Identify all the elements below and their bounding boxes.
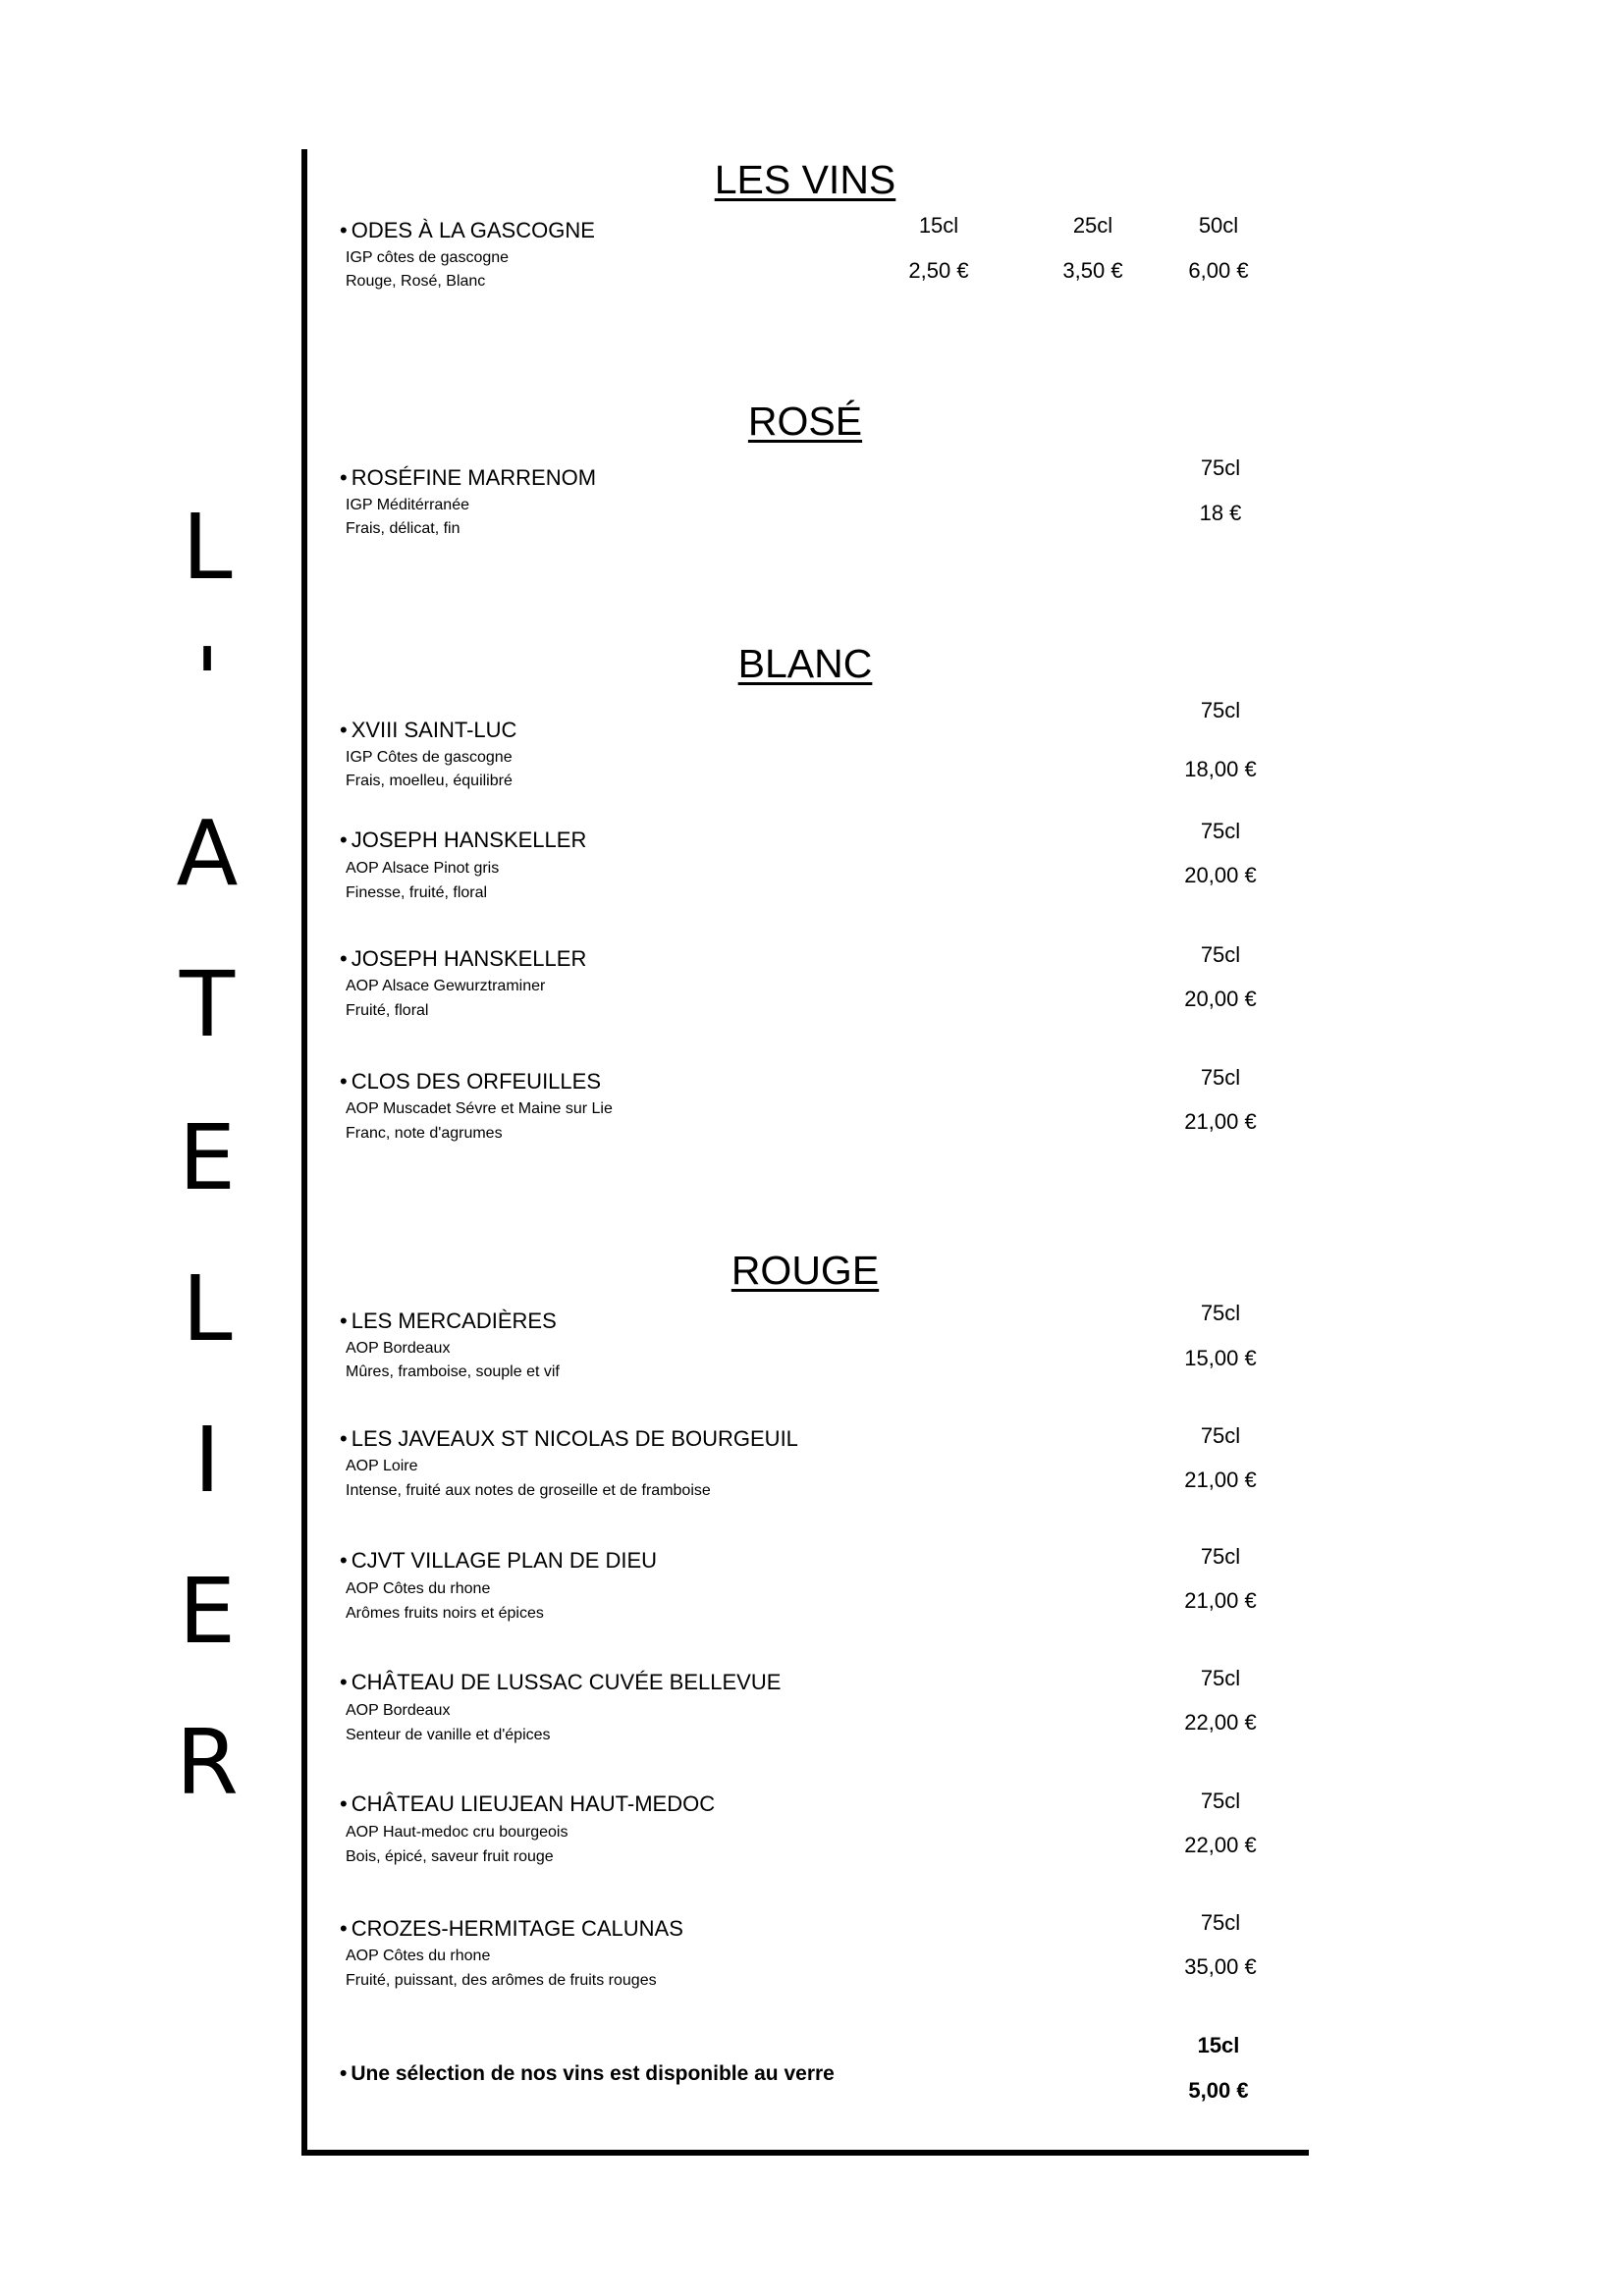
wine-description: Fruité, floral: [346, 1002, 429, 1019]
wine-description: Franc, note d'agrumes: [346, 1125, 503, 1142]
size-label: 75cl: [1200, 455, 1241, 480]
price: 22,00 €: [1184, 1833, 1257, 1857]
wine-name: [340, 1918, 683, 1940]
wine-appellation: AOP Côtes du rhone: [346, 1580, 491, 1597]
bullet-icon: •: [340, 718, 348, 742]
bullet-icon: •: [340, 1069, 348, 1094]
wine-appellation: AOP Alsace Pinot gris: [346, 860, 500, 877]
section-title-rose: ROSÉ: [747, 399, 863, 444]
wine-appellation: AOP Bordeaux: [346, 1340, 451, 1357]
brand-letter: L: [182, 495, 233, 600]
size-label: 75cl: [1200, 942, 1241, 967]
brand-letter: I: [193, 1408, 221, 1513]
bullet-icon: •: [340, 1791, 348, 1816]
wine-name-text: XVIII SAINT-LUC: [351, 718, 517, 742]
wine-name: [340, 1793, 715, 1815]
section-title-les-vins: LES VINS: [714, 157, 896, 202]
price: 20,00 €: [1184, 987, 1257, 1011]
price: 20,00 €: [1184, 863, 1257, 887]
frame-vertical-line: [301, 149, 307, 2156]
wine-description: Intense, fruité aux notes de groseille et de framboise: [346, 1482, 711, 1499]
brand-letter: ': [194, 628, 220, 733]
wine-description: Bois, épicé, saveur fruit rouge: [346, 1848, 554, 1865]
bullet-icon: •: [340, 1670, 348, 1694]
wine-name: [340, 1550, 657, 1572]
wine-name: [340, 1428, 798, 1450]
wine-name-text: CLOS DES ORFEUILLES: [351, 1069, 602, 1094]
wine-appellation: AOP Bordeaux: [346, 1702, 451, 1719]
size-label: 75cl: [1200, 1910, 1241, 1935]
price: 6,00 €: [1188, 258, 1249, 283]
bullet-icon: •: [340, 1548, 348, 1573]
price: 5,00 €: [1188, 2078, 1249, 2103]
price: 18,00 €: [1184, 757, 1257, 781]
size-label: 50cl: [1198, 213, 1239, 238]
size-label: 75cl: [1200, 1065, 1241, 1090]
price: 3,50 €: [1062, 258, 1123, 283]
section-title-rouge: ROUGE: [731, 1248, 880, 1293]
brand-letter: E: [178, 1559, 237, 1664]
wine-description: Senteur de vanille et d'épices: [346, 1727, 551, 1743]
bullet-icon: •: [340, 828, 348, 852]
wine-appellation: AOP Alsace Gewurztraminer: [346, 978, 546, 994]
wine-appellation: IGP Côtes de gascogne: [346, 749, 513, 766]
size-label: 75cl: [1200, 1301, 1241, 1325]
size-label: 75cl: [1200, 1666, 1241, 1690]
price: 2,50 €: [908, 258, 969, 283]
glass-note-text: Une sélection de nos vins est disponible au verre: [351, 2062, 835, 2085]
brand-letter: R: [176, 1710, 239, 1815]
size-label: 75cl: [1200, 819, 1241, 843]
size-label: 25cl: [1072, 213, 1113, 238]
wine-appellation: AOP Haut-medoc cru bourgeois: [346, 1824, 568, 1841]
bullet-icon: •: [340, 2062, 348, 2085]
wine-appellation: AOP Côtes du rhone: [346, 1948, 491, 1964]
size-label: 15cl: [918, 213, 959, 238]
price: 22,00 €: [1184, 1710, 1257, 1735]
size-label: 75cl: [1200, 1789, 1241, 1813]
brand-letter: E: [178, 1105, 237, 1210]
size-label: 75cl: [1200, 1423, 1241, 1448]
price: 35,00 €: [1184, 1954, 1257, 1979]
wine-name: [340, 1672, 781, 1693]
wine-name: [340, 220, 595, 241]
wine-appellation: IGP côtes de gascogne: [346, 249, 510, 266]
wine-description: Arômes fruits noirs et épices: [346, 1605, 544, 1622]
wine-appellation: IGP Méditérranée: [346, 497, 469, 513]
brand-letter: T: [179, 952, 236, 1057]
wine-name-text: LES JAVEAUX ST NICOLAS DE BOURGEUIL: [351, 1426, 798, 1451]
wine-name-text: ROSÉFINE MARRENOM: [351, 465, 597, 490]
size-label: 75cl: [1200, 698, 1241, 722]
wine-name: [340, 1071, 601, 1093]
size-label: 15cl: [1197, 2033, 1240, 2057]
wine-name: [340, 1310, 557, 1332]
bullet-icon: •: [340, 218, 348, 242]
wine-name: [340, 948, 586, 970]
wine-name: [340, 720, 516, 741]
wine-appellation: AOP Loire: [346, 1458, 418, 1474]
wine-name-text: JOSEPH HANSKELLER: [351, 946, 587, 971]
bullet-icon: •: [340, 1426, 348, 1451]
wine-name-text: CROZES-HERMITAGE CALUNAS: [351, 1916, 683, 1941]
price: 15,00 €: [1184, 1346, 1257, 1370]
wine-description: Frais, moelleu, équilibré: [346, 773, 513, 789]
price: 21,00 €: [1184, 1109, 1257, 1134]
frame-horizontal-line: [301, 2150, 1309, 2156]
wine-description: Finesse, fruité, floral: [346, 884, 488, 901]
wine-description: Fruité, puissant, des arômes de fruits rouges: [346, 1972, 657, 1989]
wine-description: Frais, délicat, fin: [346, 520, 460, 537]
wine-name-text: ODES À LA GASCOGNE: [351, 218, 595, 242]
wine-name-text: LES MERCADIÈRES: [351, 1308, 557, 1333]
bullet-icon: •: [340, 1916, 348, 1941]
bullet-icon: •: [340, 946, 348, 971]
wine-name-text: CHÂTEAU LIEUJEAN HAUT-MEDOC: [351, 1791, 716, 1816]
price: 18 €: [1199, 501, 1242, 525]
size-label: 75cl: [1200, 1544, 1241, 1569]
price: 21,00 €: [1184, 1588, 1257, 1613]
brand-letter: L: [182, 1256, 233, 1362]
wine-description: Mûres, framboise, souple et vif: [346, 1363, 560, 1380]
wine-name-text: JOSEPH HANSKELLER: [351, 828, 587, 852]
bullet-icon: •: [340, 1308, 348, 1333]
section-title-blanc: BLANC: [737, 641, 873, 686]
wine-name-text: CHÂTEAU DE LUSSAC CUVÉE BELLEVUE: [351, 1670, 782, 1694]
wine-appellation: AOP Muscadet Sévre et Maine sur Lie: [346, 1100, 613, 1117]
wine-name-text: CJVT VILLAGE PLAN DE DIEU: [351, 1548, 658, 1573]
price: 21,00 €: [1184, 1468, 1257, 1492]
wine-name: [340, 467, 596, 489]
glass-note: [340, 2063, 835, 2084]
bullet-icon: •: [340, 465, 348, 490]
wine-name: [340, 829, 586, 851]
wine-description: Rouge, Rosé, Blanc: [346, 273, 486, 290]
brand-letter: A: [176, 801, 239, 906]
